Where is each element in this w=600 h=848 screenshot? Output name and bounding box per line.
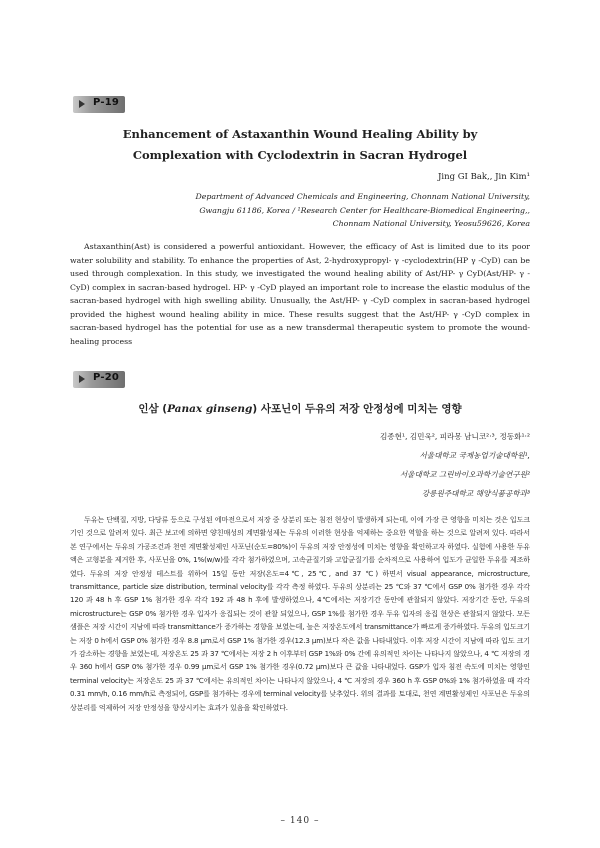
affiliation-line: 강릉원주대학교 해양식품공학과³ bbox=[421, 489, 530, 498]
paper-title bbox=[60, 124, 540, 166]
abstract-text: Astaxanthin(Ast) is considered a powerful antioxidant. However, the efficacy of Ast is limited due to its poor water solubility and stability. To enhance the properties of Ast, 2-hydroxypropyl- γ -cyclodextrin(HP γ -CyD) can be used through complexation. In this study, we investigated the wound healing ability of Ast/HP- γ CyD(Ast/HP- γ -CyD) complex in sacran-based hydrogel. HP- γ -CyD played an important role to increase the elastic modulus of the sacran-based hydrogel with high swelling ability. Unusually, the Ast/HP- γ -CyD complex in sacran-based hydrogel provided the highest wound healing ability in mice. These results suggest that the Ast/HP- γ -CyD complex in sacran-based hydrogel has the potential for use as a new transdermal therapeutic system to promote the wound-healing process bbox=[70, 242, 530, 346]
paper-title-kr bbox=[60, 401, 540, 416]
triangle-icon bbox=[79, 100, 85, 108]
page-number: – 140 – bbox=[280, 816, 320, 826]
abstract-text-kr: 두유는 단백질, 지방, 다당류 등으로 구성된 에마전으로서 저장 중 상분리 또는 침전 현상이 발생하게 되는데, 이에 가장 큰 영향을 미치는 것은 입도크기인 것으로 알려져 있다. 최근 보고에 의하면 양친매성의 계면활성제는 두유의 이러한 현상을 억제하는 중요한 역할을 하는 것으로 알려져 있다. 따라서 본 연구에서는 두유의 가공조건과 천연 계면활성제인 사포닌(순도=80%)이 두유의 저장 안정성에 미치는 영향을 확인하고자 하였다. 실험에 사용한 두유액은 고형분을 제거한 후, 사포닌을 0%, 1%(w/w)를 각각 첨가하였으며, 고속균질기와 고압균질기를 순차적으로 사용하여 입도가 균일한 두유를 제조하였다. 두유의 저장 안정성 테스트를 위하여 15일 동안 저장(온도=4℃, 25℃, and 37 ℃) 하면서 visual appearance, microstructure, transmittance, particle size distribution, terminal velocity를 각각 측정 하였다. 두유의 상분리는 25 ℃와 37 ℃에서 GSP 0% 첨가한 경우 각각 120 과 48 h 후 GSP 1% 첨가한 경우 각각 192 과 48 h 후에 발생하였으나, 4℃에서는 저장기간 동안에 관찰되지 않았다. 저장기간 동안, 두유의 microstructure는 GSP 0% 첨가한 경우 입자가 응집되는 것이 관찰 되었으나, GSP 1%를 첨가한 경우 두유 입자의 응집 현상은 관찰되지 않았다. 모든 샘플은 저장 시간이 지남에 따라 transmittance가 증가하는 경향을 보였는데, 높은 저장온도에서 transmittance가 빠르게 증가하였다. 두유의 입도크기는 저장 0 h에서 GSP 0% 첨가한 경우 8.8 μm로서 GSP 1% 첨가한 경우(12.3 μm)보다 작은 값을 나타내었다. 이후 저장 시간이 지남에 따라 입도 크기가 감소하는 경향을 보였는데, 저장온도 25 과 37 ℃에서는 저장 2 h 이후부터 GSP 1%와 0% 간에 유의적인 차이는 나타나지 않았으나, 4 ℃ 저장의 경우 360 h에서 GSP 0% 첨가한 경우 0.99 μm로서 GSP 1% 첨가한 경우(0.72 μm)보다 큰 값을 나타내었다. GSP가 입자 침전 속도에 미치는 영향인 terminal velocity는 저장온도 25 과 37 ℃에서는 유의적인 차이는 나타나지 않았으나, 4 ℃ 저장의 경우 360 h 후 GSP 0%와 1% 첨가하였을 때 각각 0.31 mm/h, 0.16 mm/h로 측정되어, GSP를 첨가하는 경우에 terminal velocity를 낮추었다. 위의 결과를 토대로, 천연 계면활성제인 사포닌은 두유의 상분리를 억제하여 저장 안정성을 향상시키는 효과가 있음을 확인하였다. bbox=[70, 515, 530, 712]
title-prefix: 인삼 ( bbox=[138, 403, 168, 415]
author-affiliation-block bbox=[380, 427, 530, 503]
title-species: Panax ginseng bbox=[167, 403, 253, 415]
affiliation-line: Chonnam National University, Yeosu59626, Korea bbox=[332, 219, 530, 228]
affiliation-line: Department of Advanced Chemicals and Engineering, Chonnam National University, bbox=[195, 192, 530, 201]
author-list-kr: 김종현¹, 김민욱², 피라몽 남니코²·³, 정동화¹·² bbox=[379, 432, 530, 441]
triangle-icon bbox=[79, 375, 85, 383]
affiliation-line: 서울대학교 그린바이오과학기술연구원² bbox=[399, 470, 530, 479]
affiliation-line: Gwangju 61186, Korea / ¹Research Center for Healthcare-Biomedical Engineering,, bbox=[199, 205, 530, 215]
poster-number: P-19 bbox=[93, 97, 120, 108]
poster-badge-p20 bbox=[73, 371, 125, 388]
affiliations bbox=[170, 190, 530, 231]
paper-title-line: Enhancement of Astaxanthin Wound Healing Ability by bbox=[122, 127, 478, 141]
affiliation-line: 서울대학교 국제농업기술대학원¹, bbox=[419, 451, 530, 460]
title-suffix: ) 사포닌이 두유의 저장 안정성에 미치는 영향 bbox=[252, 403, 462, 415]
poster-badge-p19 bbox=[73, 96, 125, 113]
paper-title-line: Complexation with Cyclodextrin in Sacran Hydrogel bbox=[132, 148, 468, 162]
author-list: Jing GI Bak,, Jin Kim¹ bbox=[437, 172, 530, 182]
poster-number: P-20 bbox=[93, 372, 120, 383]
